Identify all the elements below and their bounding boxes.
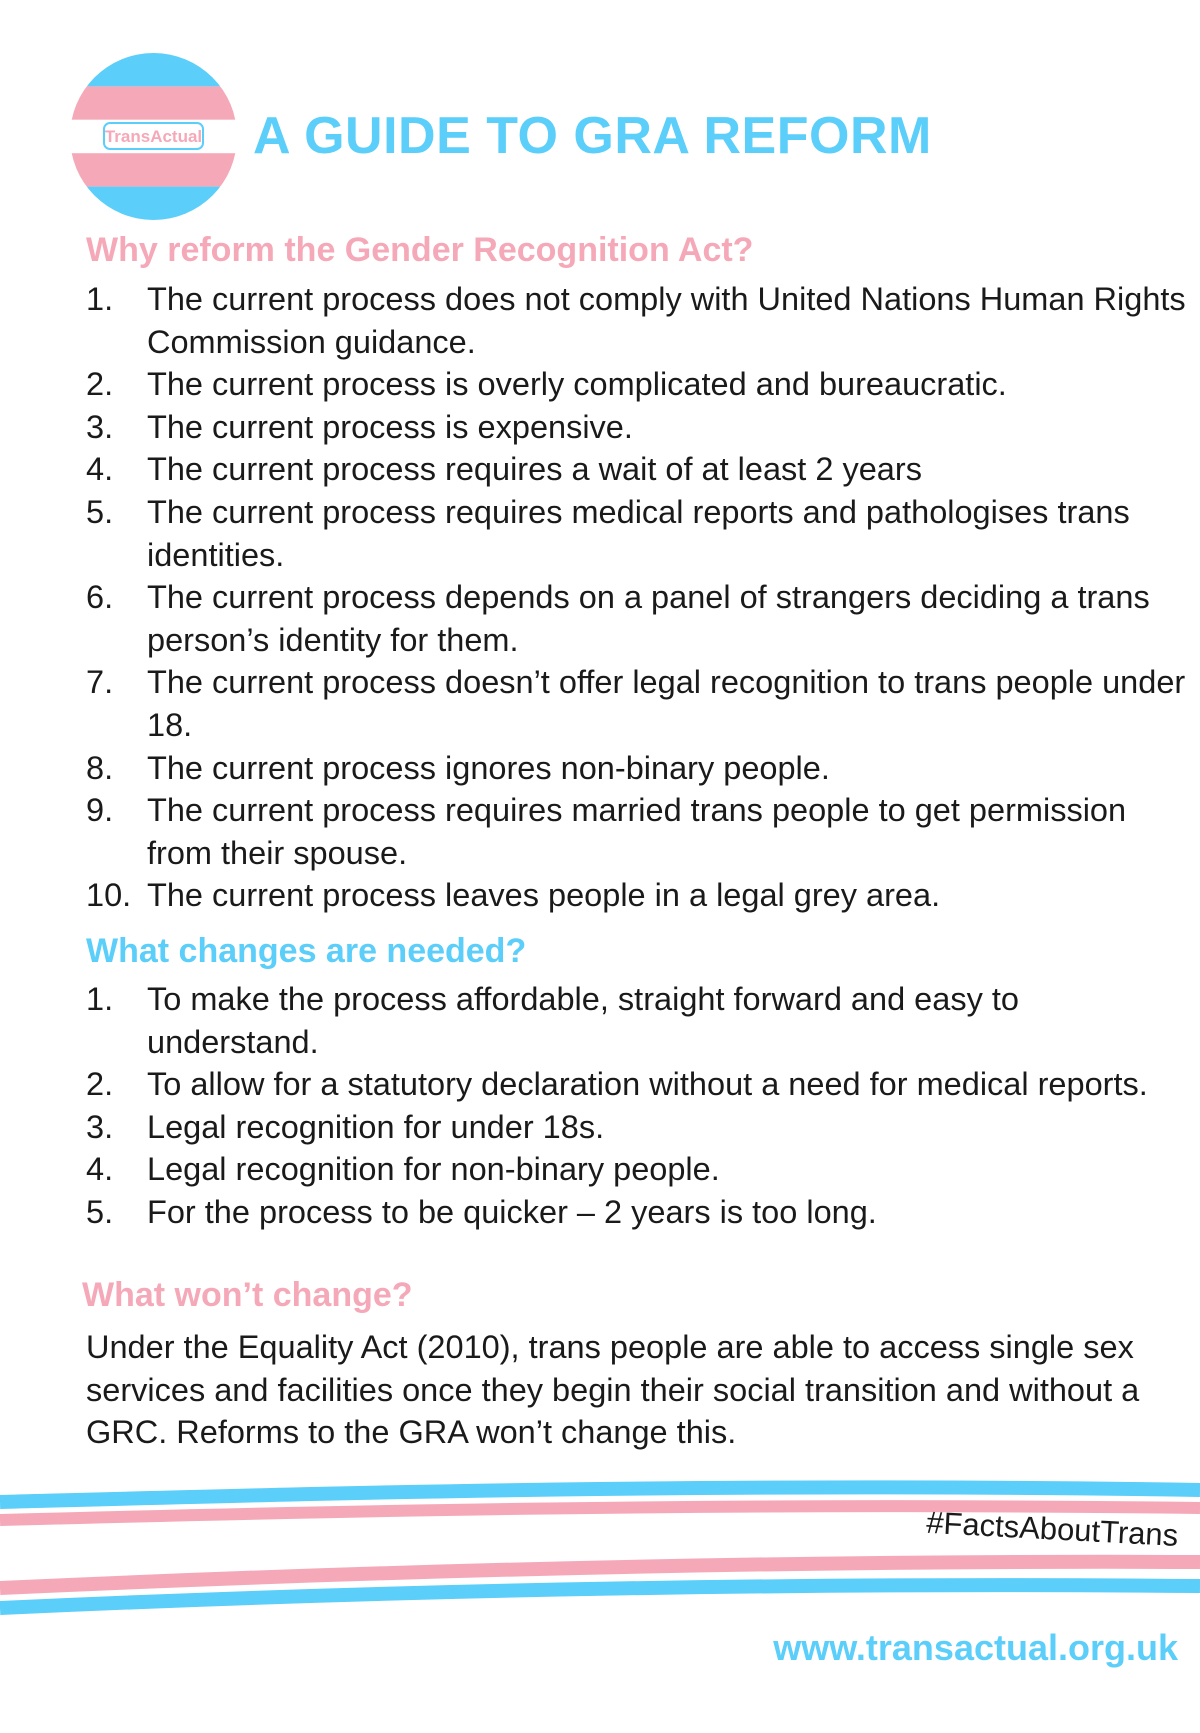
- list-item: [86, 874, 1186, 917]
- list-item: [86, 1106, 1186, 1149]
- list-item-text: Legal recognition for non-binary people.: [147, 1151, 720, 1188]
- list-item-text: The current process does not comply with United Nations Human Rights Commission guidance.: [147, 281, 1186, 360]
- list-item: [86, 1191, 1186, 1234]
- page-title: A GUIDE TO GRA REFORM: [253, 107, 932, 165]
- website-link[interactable]: www.transactual.org.uk: [773, 1627, 1178, 1668]
- section-heading-changes-needed: What changes are needed?: [86, 932, 527, 970]
- hashtag-label: #FactsAboutTrans: [925, 1504, 1179, 1553]
- list-item: [86, 278, 1186, 363]
- list-item-text: The current process is overly complicated and bureaucratic.: [147, 366, 1007, 403]
- list-item: [86, 491, 1186, 576]
- list-item-number: 9.: [86, 792, 114, 829]
- wont-change-paragraph: Under the Equality Act (2010), trans people are able to access single sex services and facilities once they begin their social transition and without a GRC. Reforms to the GRA won’t change this.: [86, 1329, 1140, 1451]
- list-item-number: 8.: [86, 749, 114, 786]
- list-item-number: 6.: [86, 579, 114, 616]
- list-item: [86, 747, 1186, 790]
- list-item: [86, 406, 1186, 449]
- list-item-number: 3.: [86, 408, 114, 445]
- list-item-number: 7.: [86, 664, 114, 701]
- list-item-number: 5.: [86, 1193, 114, 1230]
- transactual-logo: [70, 53, 237, 220]
- list-item-number: 5.: [86, 493, 114, 530]
- list-item: [86, 576, 1186, 661]
- list-item-text: For the process to be quicker – 2 years is too long.: [147, 1193, 877, 1230]
- list-item-text: To allow for a statutory declaration without a need for medical reports.: [147, 1066, 1148, 1103]
- list-item-text: To make the process affordable, straight forward and easy to understand.: [147, 981, 1019, 1060]
- list-item-number: 4.: [86, 1151, 114, 1188]
- list-item-text: The current process requires a wait of at least 2 years: [147, 451, 922, 488]
- list-item-number: 3.: [86, 1108, 114, 1145]
- list-item-number: 2.: [86, 366, 114, 403]
- list-item: [86, 448, 1186, 491]
- changes-list: [86, 978, 1186, 1234]
- logo-text: TransActual: [104, 127, 203, 146]
- list-item-text: The current process ignores non-binary people.: [147, 749, 830, 786]
- reasons-list: [86, 278, 1186, 917]
- list-item-number: 1.: [86, 281, 114, 317]
- list-item: [86, 661, 1186, 746]
- list-item-number: 10.: [86, 877, 132, 914]
- list-item-text: The current process leaves people in a legal grey area.: [147, 877, 941, 914]
- list-item-number: 1.: [86, 981, 114, 1017]
- list-item-number: 2.: [86, 1066, 114, 1103]
- list-item-text: Legal recognition for under 18s.: [147, 1108, 605, 1145]
- flag-wave-decoration: [0, 1480, 1200, 1620]
- list-item: [86, 363, 1186, 406]
- section-heading-wont-change: What won’t change?: [82, 1276, 413, 1314]
- list-item-text: The current process is expensive.: [147, 408, 633, 445]
- list-item-number: 4.: [86, 451, 114, 488]
- list-item-text: The current process doesn’t offer legal recognition to trans people under 18.: [147, 664, 1186, 743]
- list-item: [86, 789, 1186, 874]
- list-item: [86, 1148, 1186, 1191]
- list-item-text: The current process requires married trans people to get permission from their spouse.: [147, 792, 1127, 871]
- list-item: [86, 978, 1186, 1063]
- section-heading-why-reform: Why reform the Gender Recognition Act?: [86, 231, 754, 269]
- list-item-text: The current process requires medical reports and pathologises trans identities.: [147, 493, 1130, 573]
- list-item: [86, 1063, 1186, 1106]
- list-item-text: The current process depends on a panel of strangers deciding a trans person’s identity for them.: [147, 579, 1150, 658]
